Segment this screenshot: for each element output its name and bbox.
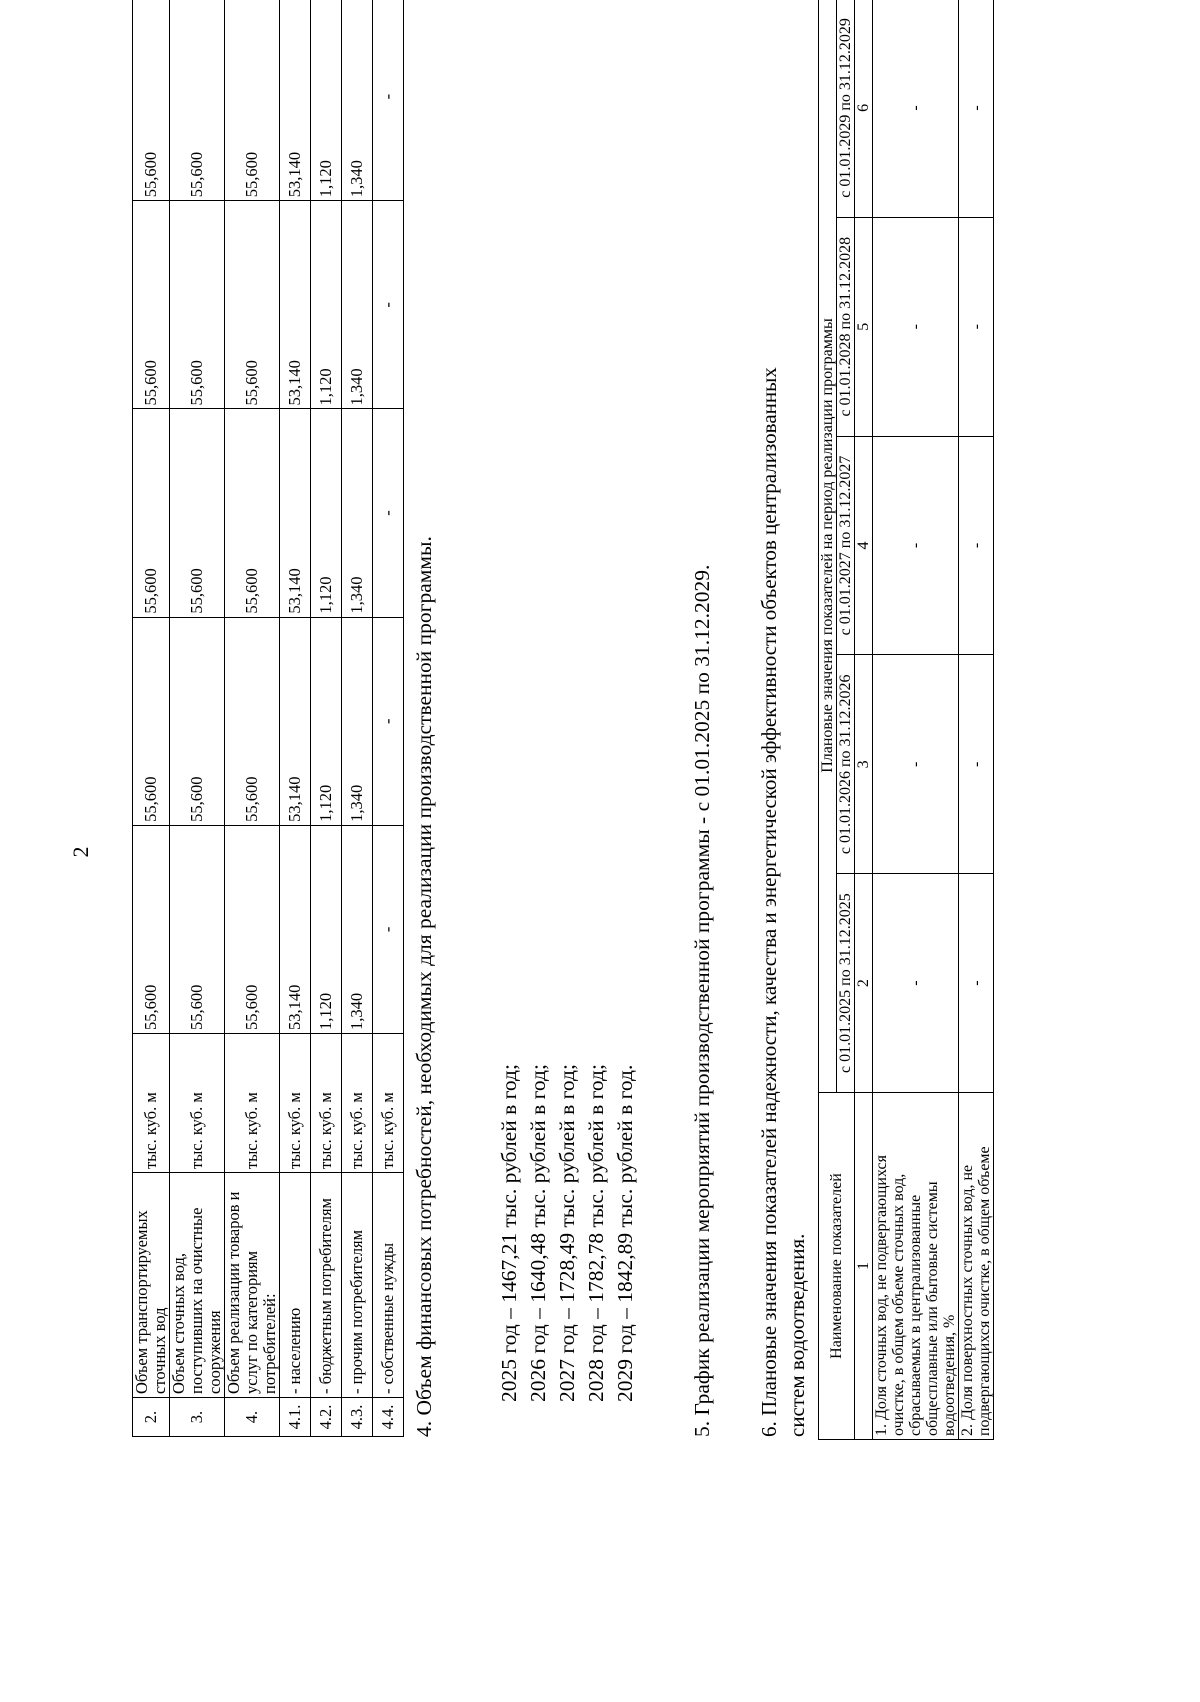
row-value: 55,600 xyxy=(133,409,170,617)
row-unit: тыс. куб. м xyxy=(373,1034,404,1173)
financial-needs-item: 2028 год – 1782,78 тыс. рублей в год; xyxy=(584,1064,608,1402)
indicator-value: - xyxy=(959,655,994,874)
indicator-value: - xyxy=(959,217,994,436)
indicator-value: - xyxy=(959,436,994,655)
table-row xyxy=(170,0,225,1437)
column-number: 5 xyxy=(855,217,873,436)
row-value: 1,120 xyxy=(311,201,342,409)
row-value: 55,600 xyxy=(225,617,280,825)
indicator-name: 2. Доля поверхностных сточных вод, не подвергающихся очистке, в общем объеме xyxy=(959,1093,994,1440)
table-row xyxy=(311,0,342,1437)
row-value: 53,140 xyxy=(280,617,311,825)
row-number: 4.1. xyxy=(280,1398,311,1437)
row-name: Объем сточных вод, поступивших на очистные сооружения xyxy=(170,1173,225,1398)
row-value: - xyxy=(373,0,404,201)
row-name: - бюджетным потребителям xyxy=(311,1173,342,1398)
row-value: 1,120 xyxy=(311,0,342,201)
row-value: 1,340 xyxy=(342,409,373,617)
section-6-heading-continued: систем водоотведения. xyxy=(785,1233,809,1437)
table-row xyxy=(959,0,994,1440)
row-value: 55,600 xyxy=(225,201,280,409)
row-value: 1,340 xyxy=(342,825,373,1033)
column-number: 4 xyxy=(855,436,873,655)
planned-values-group-header: Плановые значения показателей на период реализации программы xyxy=(819,0,837,1093)
production-volume-table xyxy=(132,0,404,1437)
row-name: Объем транспортируемых сточных вод xyxy=(133,1173,170,1398)
row-value: 1,120 xyxy=(311,825,342,1033)
row-value: 55,600 xyxy=(133,617,170,825)
row-value: - xyxy=(373,617,404,825)
row-value: 53,140 xyxy=(280,825,311,1033)
row-number: 2. xyxy=(133,1398,170,1437)
financial-needs-list xyxy=(495,1064,640,1402)
column-number: 1 xyxy=(855,1093,873,1440)
row-name: - собственные нужды xyxy=(373,1173,404,1398)
row-value: 1,120 xyxy=(311,617,342,825)
section-4-heading: 4. Объем финансовых потребностей, необходимых для реализации производственной программы. xyxy=(412,536,436,1437)
row-value: 53,140 xyxy=(280,201,311,409)
row-unit: тыс. куб. м xyxy=(342,1034,373,1173)
row-value: 55,600 xyxy=(133,0,170,201)
column-number: 3 xyxy=(855,655,873,874)
row-number: 4.4. xyxy=(373,1398,404,1437)
row-value: 55,600 xyxy=(225,825,280,1033)
indicator-value: - xyxy=(873,0,959,217)
indicator-value: - xyxy=(873,217,959,436)
row-value: 53,140 xyxy=(280,0,311,201)
indicator-value: - xyxy=(959,874,994,1093)
row-value: 1,340 xyxy=(342,617,373,825)
financial-needs-item: 2026 год – 1640,48 тыс. рублей в год; xyxy=(526,1064,550,1402)
indicator-name: 1. Доля сточных вод, не подвергающихся очистке, в общем объеме сточных вод, сбрасываемых в централизованные общесплавные или бытовые системы водоотведения, % xyxy=(873,1093,959,1440)
financial-needs-item: 2029 год – 1842,89 тыс. рублей в год. xyxy=(613,1064,637,1402)
row-value: 55,600 xyxy=(170,0,225,201)
row-value: 1,340 xyxy=(342,201,373,409)
row-number: 4. xyxy=(225,1398,280,1437)
indicator-name-header: Наименование показателей xyxy=(819,1093,855,1440)
table-row xyxy=(133,0,170,1437)
row-number: 4.3. xyxy=(342,1398,373,1437)
row-value: 55,600 xyxy=(133,825,170,1033)
row-value: 1,340 xyxy=(342,0,373,201)
section-6-heading: 6. Плановые значения показателей надежности, качества и энергетической эффективности объектов централизованных xyxy=(757,367,781,1437)
period-header: с 01.01.2025 по 31.12.2025 xyxy=(837,874,855,1093)
period-header: с 01.01.2028 по 31.12.2028 xyxy=(837,217,855,436)
row-value: 1,120 xyxy=(311,409,342,617)
table-row xyxy=(225,0,280,1437)
row-value: 55,600 xyxy=(225,409,280,617)
row-value: - xyxy=(373,825,404,1033)
table-row xyxy=(873,0,959,1440)
row-value: 55,600 xyxy=(170,617,225,825)
period-header: с 01.01.2027 по 31.12.2027 xyxy=(837,436,855,655)
row-unit: тыс. куб. м xyxy=(170,1034,225,1173)
page-number: 2 xyxy=(68,846,93,858)
financial-needs-item: 2027 год – 1728,49 тыс. рублей в год; xyxy=(555,1064,579,1402)
row-value: - xyxy=(373,201,404,409)
column-number: 6 xyxy=(855,0,873,217)
row-name: Объем реализации товаров и услуг по категориям потребителей: xyxy=(225,1173,280,1398)
indicator-value: - xyxy=(959,0,994,217)
row-value: 55,600 xyxy=(170,825,225,1033)
row-value: 55,600 xyxy=(133,201,170,409)
period-header: с 01.01.2026 по 31.12.2026 xyxy=(837,655,855,874)
table-row xyxy=(373,0,404,1437)
section-5-heading: 5. График реализации мероприятий производственной программы - с 01.01.2025 по 31.12.2029. xyxy=(690,564,714,1437)
row-unit: тыс. куб. м xyxy=(133,1034,170,1173)
indicator-value: - xyxy=(873,655,959,874)
row-unit: тыс. куб. м xyxy=(280,1034,311,1173)
column-number: 2 xyxy=(855,874,873,1093)
row-number: 4.2. xyxy=(311,1398,342,1437)
row-value: 53,140 xyxy=(280,409,311,617)
financial-needs-item: 2025 год – 1467,21 тыс. рублей в год; xyxy=(497,1064,521,1402)
indicator-value: - xyxy=(873,436,959,655)
row-value: 55,600 xyxy=(170,409,225,617)
indicators-table xyxy=(818,0,994,1440)
table-row xyxy=(280,0,311,1437)
row-value: 55,600 xyxy=(225,0,280,201)
row-name: - прочим потребителям xyxy=(342,1173,373,1398)
row-value: 55,600 xyxy=(170,201,225,409)
row-unit: тыс. куб. м xyxy=(225,1034,280,1173)
table-row xyxy=(342,0,373,1437)
row-name: - населению xyxy=(280,1173,311,1398)
period-header: с 01.01.2029 по 31.12.2029 xyxy=(837,0,855,217)
row-value: - xyxy=(373,409,404,617)
indicator-value: - xyxy=(873,874,959,1093)
row-unit: тыс. куб. м xyxy=(311,1034,342,1173)
row-number: 3. xyxy=(170,1398,225,1437)
